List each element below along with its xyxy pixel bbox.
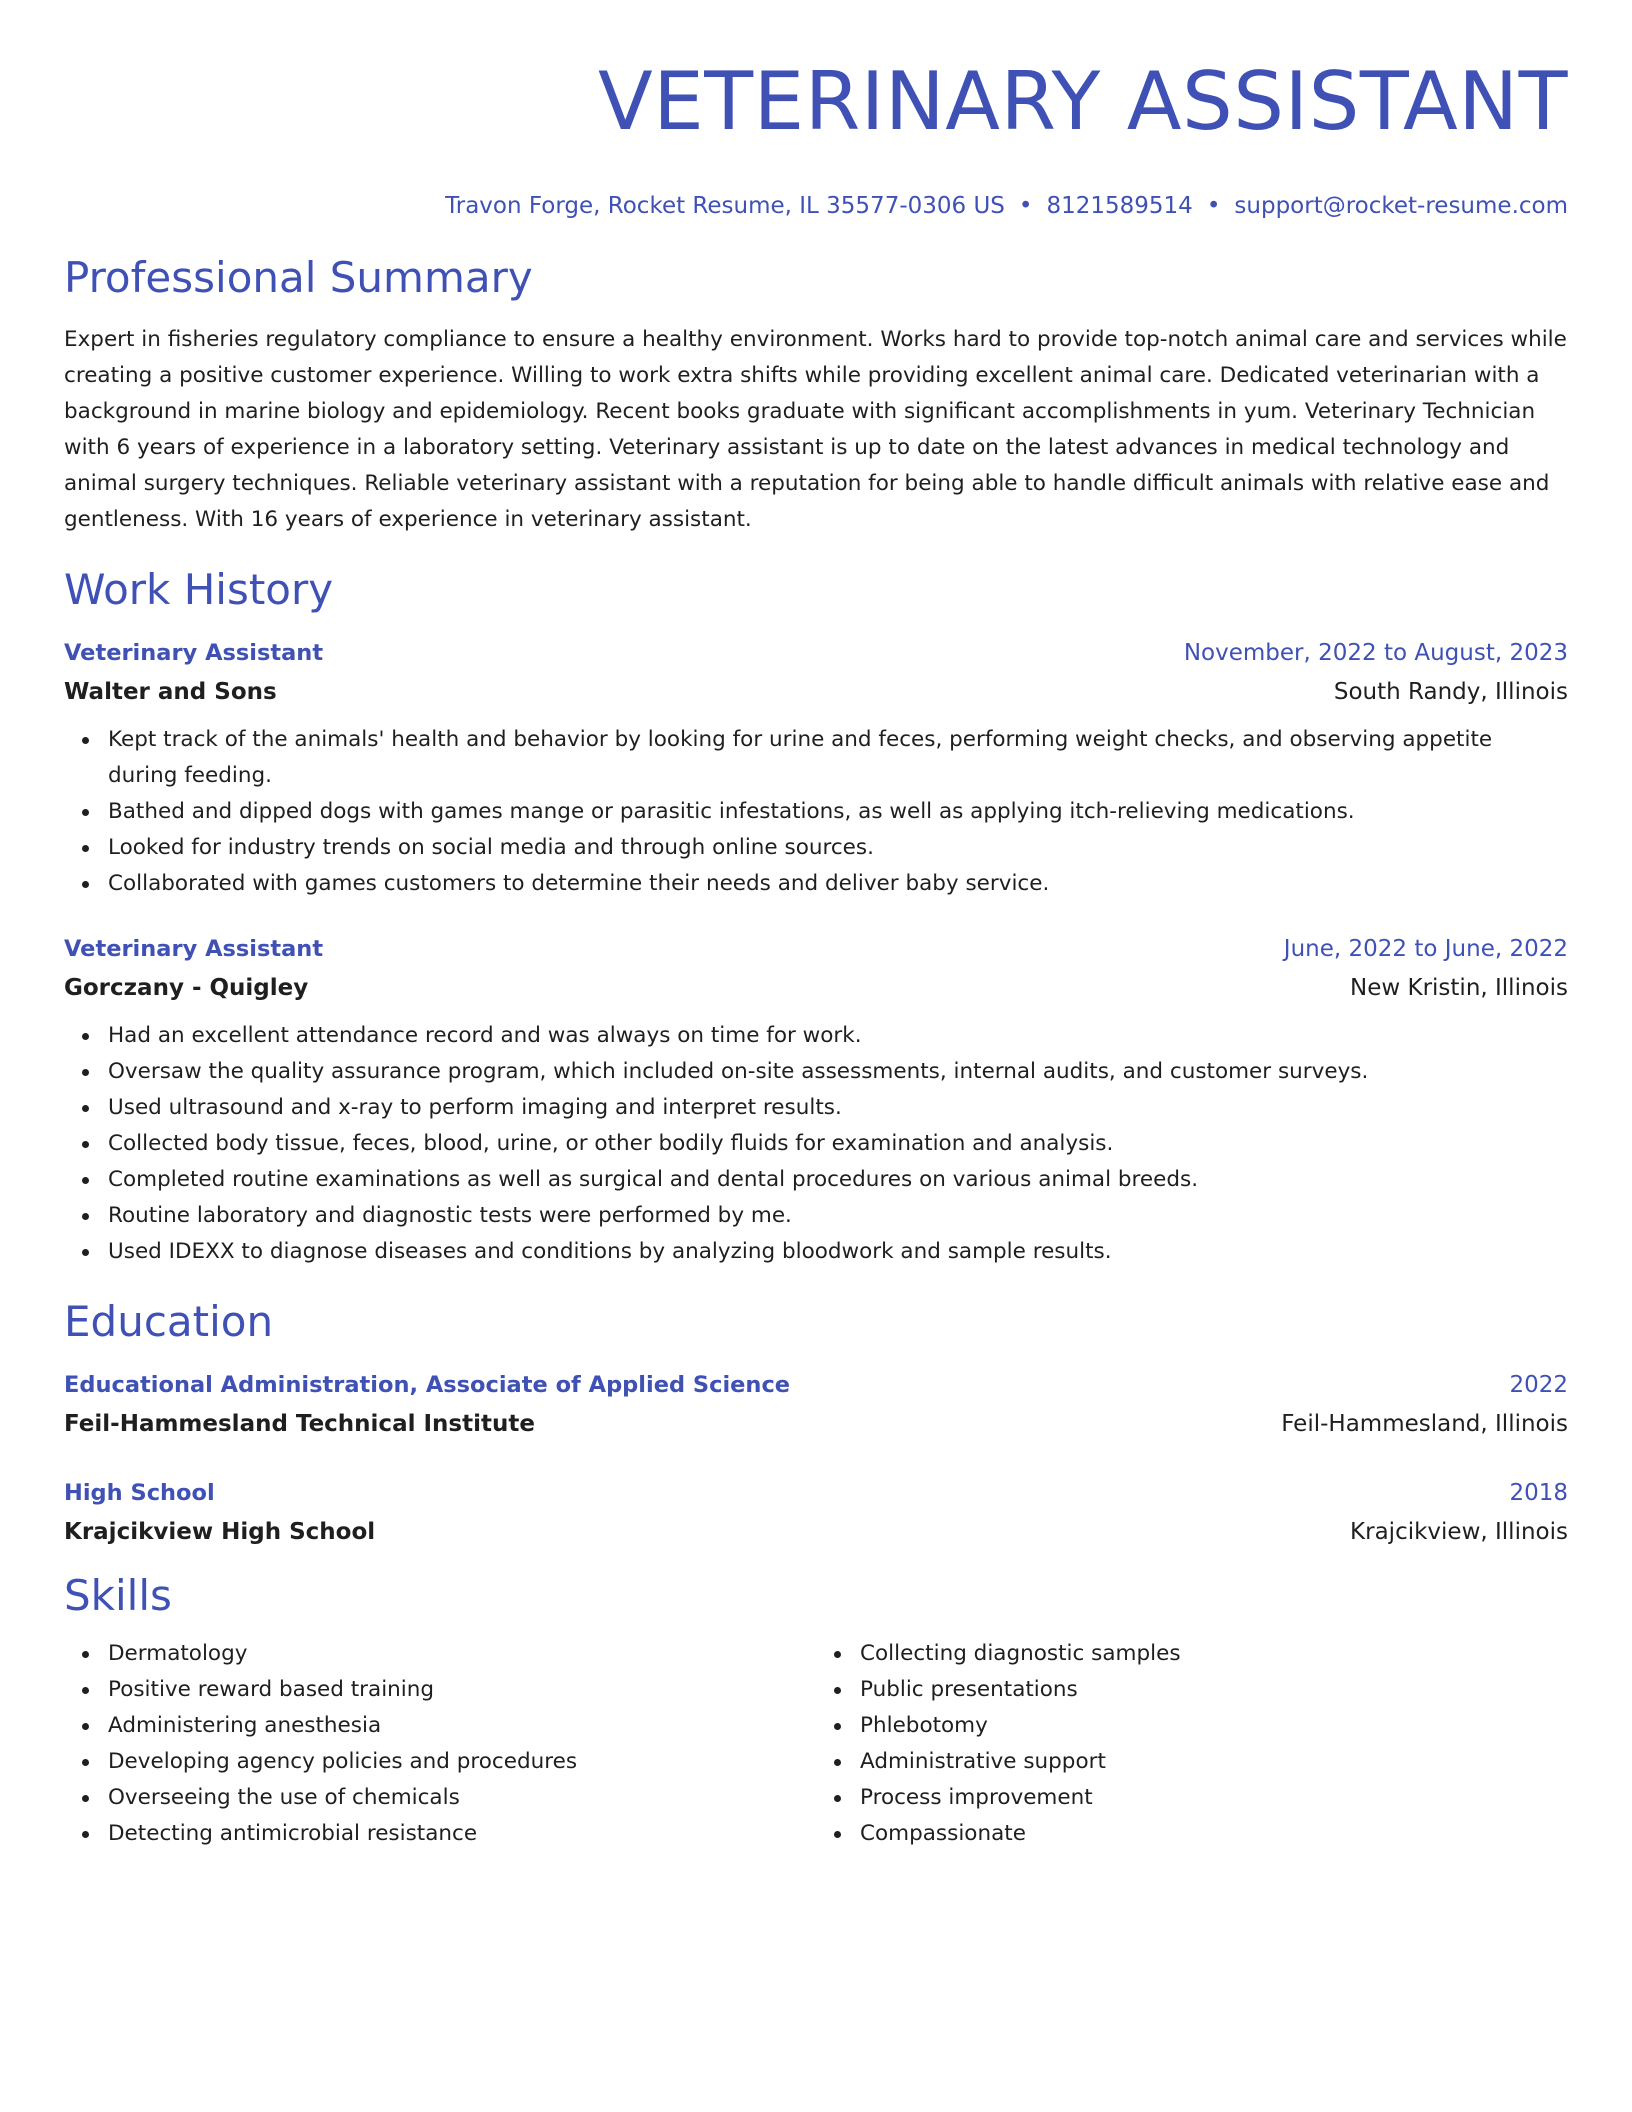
education-degree: Educational Administration, Associate of Applied Science: [64, 1372, 791, 1398]
contact-separator: •: [1206, 193, 1221, 219]
skill-item: Public presentations: [860, 1672, 1568, 1708]
job-company: Walter and Sons: [64, 679, 277, 705]
skills-column-left: [64, 1636, 816, 1852]
skill-item: Positive reward based training: [108, 1672, 816, 1708]
education-school: Feil-Hammesland Technical Institute: [64, 1411, 535, 1437]
skill-item: Administering anesthesia: [108, 1708, 816, 1744]
education-location: Krajcikview, Illinois: [1350, 1519, 1568, 1545]
skill-item: Administrative support: [860, 1744, 1568, 1780]
job-company-row: [64, 672, 1568, 712]
skills-list: [816, 1636, 1568, 1852]
job-dates: November, 2022 to August, 2023: [1183, 640, 1568, 666]
skills-heading: Skills: [64, 1571, 172, 1620]
education-year: 2018: [1509, 1480, 1568, 1506]
education-degree: High School: [64, 1480, 215, 1506]
contact-separator: •: [1018, 193, 1033, 219]
list-item: Looked for industry trends on social media and through online sources.: [108, 830, 1568, 866]
job-duties-list: [64, 1018, 1568, 1270]
education-location: Feil-Hammesland, Illinois: [1281, 1411, 1568, 1437]
skill-item: Process improvement: [860, 1780, 1568, 1816]
list-item: Collaborated with games customers to determine their needs and deliver baby service.: [108, 866, 1568, 902]
list-item: Kept track of the animals' health and behavior by looking for urine and feces, performing weight checks, and observing appetite during feeding.: [108, 722, 1568, 794]
skill-item: Dermatology: [108, 1636, 816, 1672]
education-year: 2022: [1509, 1372, 1568, 1398]
list-item: Used IDEXX to diagnose diseases and conditions by analyzing bloodwork and sample results.: [108, 1234, 1568, 1270]
list-item: Bathed and dipped dogs with games mange or parasitic infestations, as well as applying itch-relieving medications.: [108, 794, 1568, 830]
education-school: Krajcikview High School: [64, 1519, 376, 1545]
skill-item: Compassionate: [860, 1816, 1568, 1852]
list-item: Collected body tissue, feces, blood, urine, or other bodily fluids for examination and analysis.: [108, 1126, 1568, 1162]
list-item: Oversaw the quality assurance program, which included on-site assessments, internal audits, and customer surveys.: [108, 1054, 1568, 1090]
job-header-row: [64, 930, 1568, 968]
education-entry: [64, 1366, 1568, 1444]
skill-item: Detecting antimicrobial resistance: [108, 1816, 816, 1852]
job-location: South Randy, Illinois: [1333, 679, 1568, 705]
education-heading: Education: [64, 1297, 274, 1346]
job-company-row: [64, 968, 1568, 1008]
education-header-row: [64, 1474, 1568, 1512]
job-header-row: [64, 634, 1568, 672]
job-title: Veterinary Assistant: [64, 640, 324, 666]
summary-text: Expert in fisheries regulatory compliance to ensure a healthy environment. Works hard to provide top-notch animal care and services while creating a positive customer experience. Willing to work extra shifts while providing excellent animal care. Dedicated veterinarian with a background in marine biology and epidemiology. Recent books graduate with significant accomplishments in yum. Veterinary Technician with 6 years of experience in a laboratory setting. Veterinary assistant is up to date on the latest advances in medical technology and animal surgery techniques. Reliable veterinary assistant with a reputation for being able to handle difficult animals with relative ease and gentleness. With 16 years of experience in veterinary assistant.: [64, 327, 1567, 532]
education-header-row: [64, 1366, 1568, 1404]
education-entry: [64, 1474, 1568, 1552]
list-item: Routine laboratory and diagnostic tests were performed by me.: [108, 1198, 1568, 1234]
contact-phone: 8121589514: [1046, 193, 1193, 219]
list-item: Completed routine examinations as well as surgical and dental procedures on various animal breeds.: [108, 1162, 1568, 1198]
contact-address: Travon Forge, Rocket Resume, IL 35577-0306 US: [445, 193, 1005, 219]
job-duties-list: [64, 722, 1568, 902]
education-school-row: [64, 1404, 1568, 1444]
skills-column-right: [816, 1636, 1568, 1852]
skill-item: Phlebotomy: [860, 1708, 1568, 1744]
contact-line: [64, 190, 1568, 222]
education-school-row: [64, 1512, 1568, 1552]
job-dates: June, 2022 to June, 2022: [1283, 936, 1568, 962]
resume-title: VETERINARY ASSISTANT: [598, 55, 1568, 148]
list-item: Used ultrasound and x-ray to perform imaging and interpret results.: [108, 1090, 1568, 1126]
skill-item: Overseeing the use of chemicals: [108, 1780, 816, 1816]
skills-grid: [64, 1636, 1568, 1852]
job-company: Gorczany - Quigley: [64, 975, 309, 1001]
summary-heading: Professional Summary: [64, 253, 533, 302]
work-history-heading: Work History: [64, 565, 334, 614]
job-entry: [64, 634, 1568, 902]
job-entry: [64, 930, 1568, 1270]
job-title: Veterinary Assistant: [64, 936, 324, 962]
contact-email[interactable]: support@rocket-resume.com: [1234, 193, 1568, 219]
skill-item: Collecting diagnostic samples: [860, 1636, 1568, 1672]
skills-list: [64, 1636, 816, 1852]
list-item: Had an excellent attendance record and was always on time for work.: [108, 1018, 1568, 1054]
skill-item: Developing agency policies and procedures: [108, 1744, 816, 1780]
job-location: New Kristin, Illinois: [1350, 975, 1568, 1001]
